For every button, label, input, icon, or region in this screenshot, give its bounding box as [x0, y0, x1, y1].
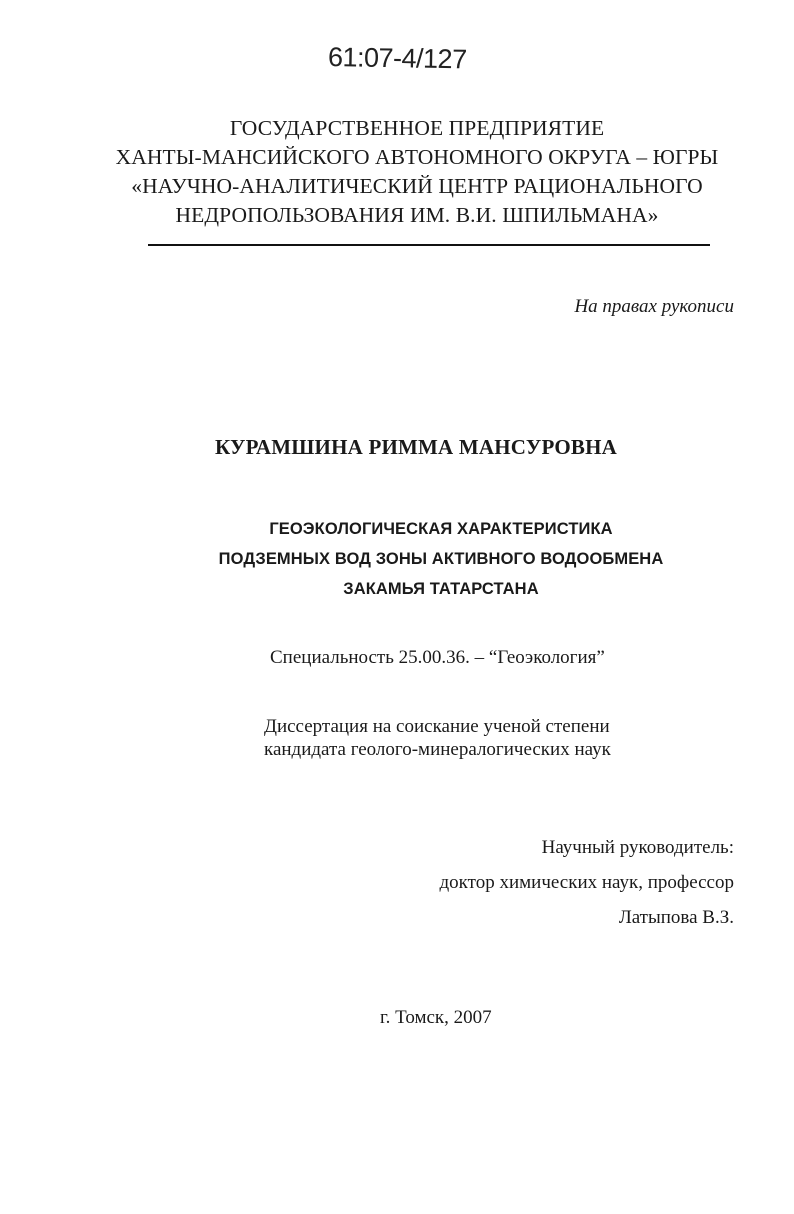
organization-line-4: НЕДРОПОЛЬЗОВАНИЯ ИМ. В.И. ШПИЛЬМАНА» — [175, 203, 659, 227]
supervisor-block — [440, 830, 734, 935]
supervisor-degree: доктор химических наук, профессор — [439, 872, 734, 893]
title-line-2: ПОДЗЕМНЫХ ВОД ЗОНЫ АКТИВНОГО ВОДООБМЕНА — [218, 550, 664, 568]
manuscript-note: На правах рукописи — [574, 296, 734, 317]
place-and-year: г. Томск, 2007 — [380, 1007, 492, 1028]
dissertation-title — [20, 514, 794, 604]
title-line-1: ГЕОЭКОЛОГИЧЕСКАЯ ХАРАКТЕРИСТИКА — [269, 520, 613, 538]
header-divider — [148, 244, 710, 246]
title-line-3: ЗАКАМЬЯ ТАТАРСТАНА — [343, 580, 539, 598]
organization-line-1: ГОСУДАРСТВЕННОЕ ПРЕДПРИЯТИЕ — [229, 116, 605, 140]
author-name: КУРАМШИНА РИММА МАНСУРОВНА — [214, 435, 618, 459]
specialty: Специальность 25.00.36. – “Геоэкология” — [270, 647, 605, 668]
catalog-code: 61:07-4/127 — [327, 42, 467, 75]
dissertation-statement — [264, 715, 611, 761]
supervisor-label: Научный руководитель: — [541, 837, 734, 858]
organization-line-2: ХАНТЫ-МАНСИЙСКОГО АВТОНОМНОГО ОКРУГА – ЮГРЫ — [115, 145, 719, 169]
dissertation-line-2: кандидата геолого-минералогических наук — [264, 739, 611, 760]
organization-header — [100, 114, 734, 230]
supervisor-name: Латыпова В.З. — [618, 907, 734, 928]
organization-line-3: «НАУЧНО-АНАЛИТИЧЕСКИЙ ЦЕНТР РАЦИОНАЛЬНОГО — [131, 174, 703, 198]
dissertation-line-1: Диссертация на соискание ученой степени — [264, 716, 610, 737]
